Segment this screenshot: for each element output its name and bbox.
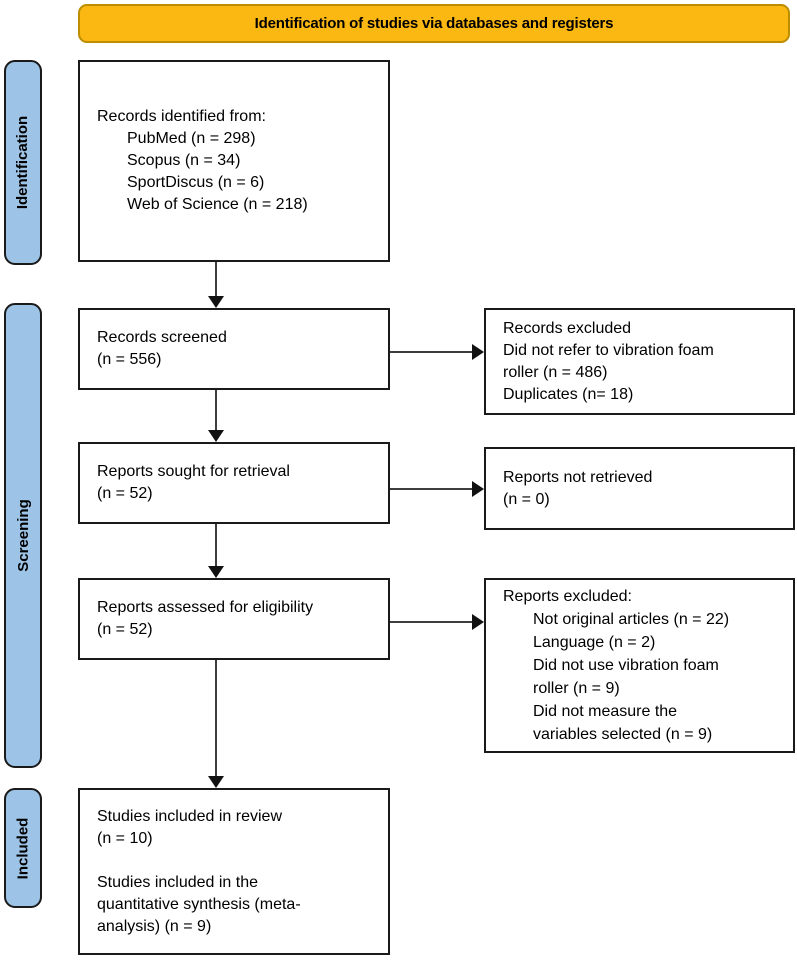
box-text-line: (n = 0) (503, 490, 550, 508)
box-text-line: SportDiscus (n = 6) (127, 174, 265, 191)
box-text-line: Language (n = 2) (533, 634, 656, 651)
box-text-line: Did not measure the (533, 703, 678, 720)
box-text-line: Records screened (97, 329, 227, 346)
box-text-line: quantitative synthesis (meta- (97, 895, 301, 913)
box-text-line: Did not use vibration foam (533, 657, 719, 674)
box-text-line: Studies included in the (97, 873, 258, 891)
box-text-line: analysis) (n = 9) (97, 917, 212, 935)
arrow-shaft (215, 262, 217, 297)
box-text-line: variables selected (n = 9) (533, 726, 713, 743)
box-text-line: Scopus (n = 34) (127, 152, 241, 169)
box-text-line: Reports assessed for eligibility (97, 599, 314, 616)
box-text-line: Reports not retrieved (503, 468, 653, 486)
arrow-down-assessed-to-included (208, 660, 224, 788)
records-identified-box (78, 60, 390, 262)
arrow-shaft (390, 621, 473, 623)
box-text-line: roller (n = 9) (533, 680, 620, 697)
arrow-head-icon (472, 344, 484, 360)
box-text-line: Reports sought for retrieval (97, 463, 290, 480)
records-screened-box (78, 308, 390, 390)
box-text-line: (n = 52) (97, 485, 153, 502)
phase-bar-included (4, 788, 42, 908)
arrow-down-screened-to-sought (208, 390, 224, 442)
box-text-line: PubMed (n = 298) (127, 130, 256, 147)
arrow-shaft (215, 390, 217, 431)
box-text-line: Records excluded (503, 319, 632, 337)
arrow-head-icon (472, 481, 484, 497)
arrow-shaft (390, 351, 473, 353)
reports-not-retrieved-box (484, 447, 795, 530)
arrow-head-icon (472, 614, 484, 630)
arrow-head-icon (208, 296, 224, 308)
box-text-line: (n = 10) (97, 829, 153, 847)
arrow-right-screened-to-excluded (390, 344, 484, 360)
arrow-head-icon (208, 776, 224, 788)
arrow-head-icon (208, 430, 224, 442)
phase-bar-screening (4, 303, 42, 768)
box-text-line: Records identified from: (97, 108, 266, 125)
box-text-line: Reports excluded: (503, 588, 632, 605)
arrow-shaft (390, 488, 473, 490)
reports-sought-box (78, 442, 390, 524)
box-text-line: Not original articles (n = 22) (533, 611, 730, 628)
arrow-shaft (215, 524, 217, 567)
arrow-down-identified-to-screened (208, 262, 224, 308)
phase-label-included: Included (14, 817, 32, 879)
arrow-head-icon (208, 566, 224, 578)
reports-excluded-box (484, 578, 795, 753)
box-text-line: Did not refer to vibration foam (503, 341, 714, 359)
arrow-shaft (215, 660, 217, 777)
records-excluded-box (484, 308, 795, 415)
arrow-right-sought-to-not-retrieved (390, 481, 484, 497)
box-text-line: (n = 52) (97, 621, 153, 638)
box-text-line: roller (n = 486) (503, 363, 608, 381)
phase-bar-identification (4, 60, 42, 265)
arrow-right-assessed-to-excluded (390, 614, 484, 630)
banner-title-text: Identification of studies via databases and registers (254, 15, 614, 32)
phase-label-screening: Screening (14, 499, 32, 572)
box-text-line: Duplicates (n= 18) (503, 385, 634, 403)
phase-label-identification: Identification (14, 115, 32, 210)
studies-included-box (78, 788, 390, 955)
box-text-line: Web of Science (n = 218) (127, 196, 308, 213)
arrow-down-sought-to-assessed (208, 524, 224, 578)
box-text-line: Studies included in review (97, 807, 282, 825)
box-text-line: (n = 556) (97, 351, 162, 368)
reports-assessed-box (78, 578, 390, 660)
banner-title (78, 4, 790, 43)
